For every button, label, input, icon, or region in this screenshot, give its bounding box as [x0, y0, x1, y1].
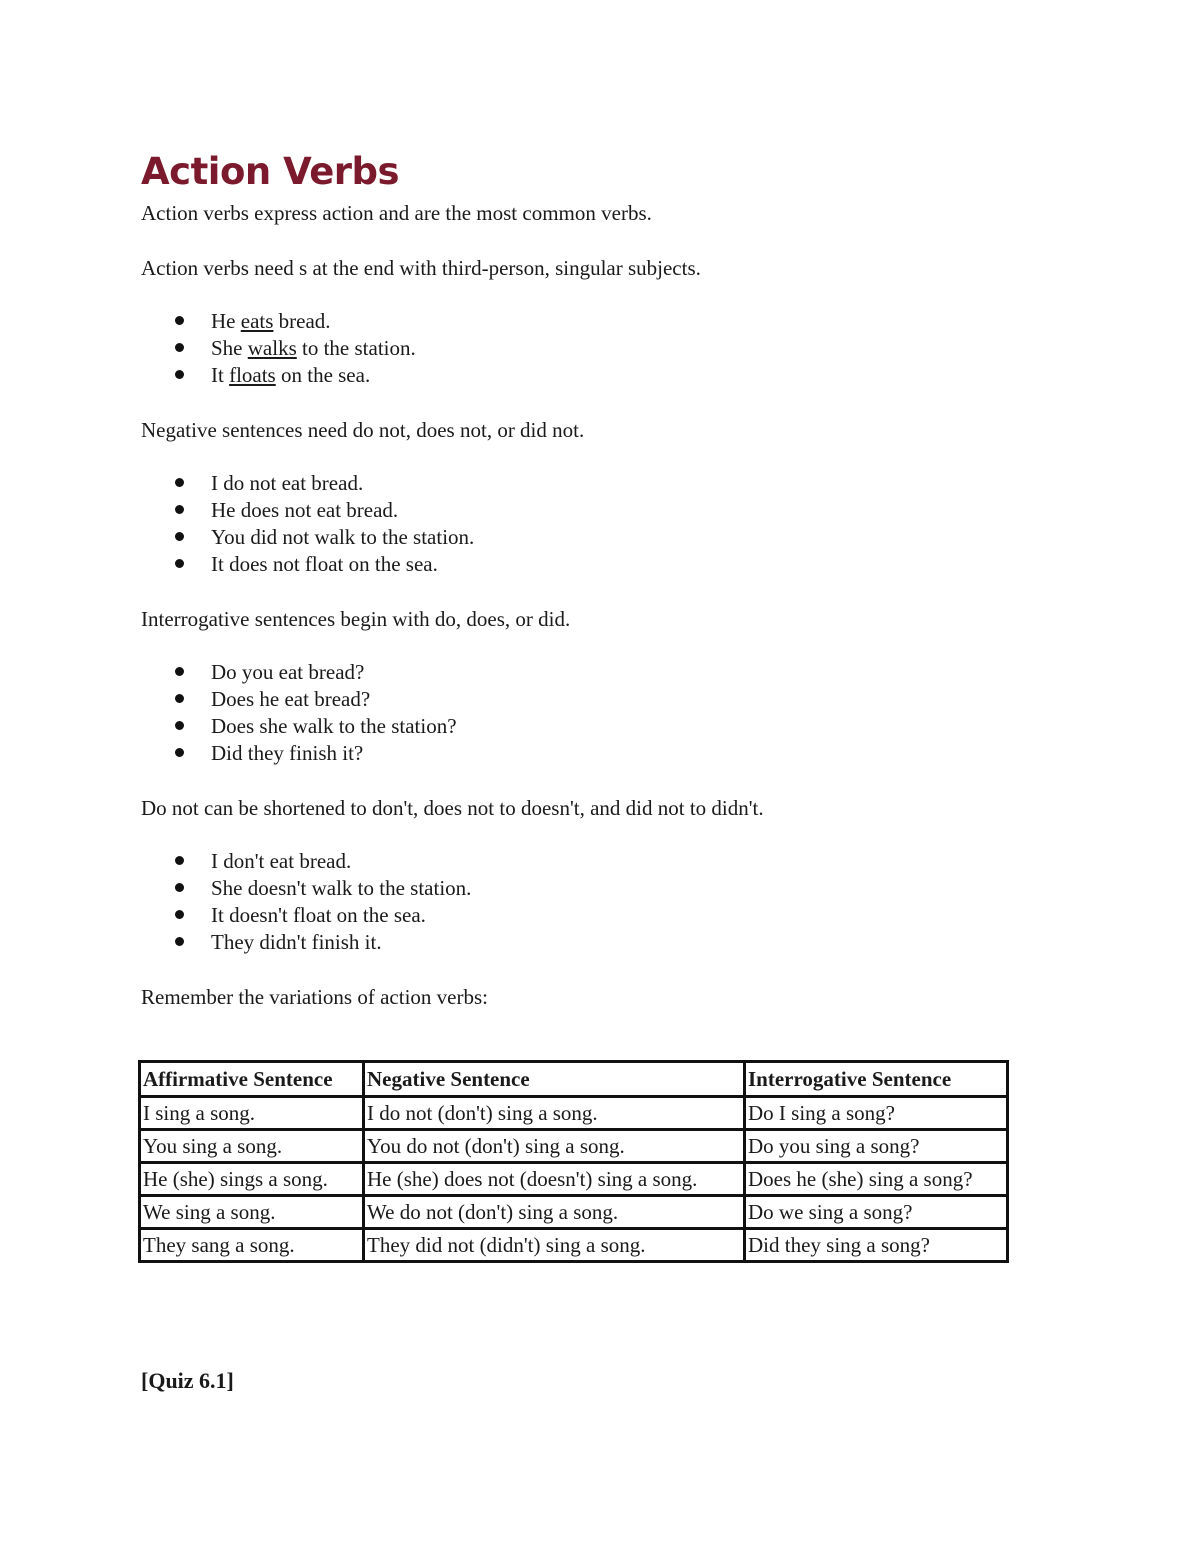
table-cell: They did not (didn't) sing a song. — [364, 1229, 745, 1262]
table-cell: Do we sing a song? — [745, 1196, 1008, 1229]
page-title: Action Verbs — [141, 150, 400, 193]
list-item: It does not float on the sea. — [141, 551, 1061, 578]
table-cell: They sang a song. — [140, 1229, 364, 1262]
bullet-icon — [175, 316, 184, 325]
table-cell: He (she) sings a song. — [140, 1163, 364, 1196]
bullet-icon — [175, 370, 184, 379]
bullet-icon — [175, 937, 184, 946]
section-lead-interrogative: Interrogative sentences begin with do, does, or did. — [141, 607, 571, 631]
list-item: She doesn't walk to the station. — [141, 875, 1061, 902]
list-item: Did they finish it? — [141, 740, 1061, 767]
list-item: He does not eat bread. — [141, 497, 1061, 524]
table-row — [140, 1130, 1008, 1163]
list-item: I do not eat bread. — [141, 470, 1061, 497]
table-cell: I do not (don't) sing a song. — [364, 1097, 745, 1130]
list-item: It floats on the sea. — [141, 362, 1061, 389]
bullet-icon — [175, 856, 184, 865]
bullet-icon — [175, 721, 184, 730]
bullet-list-negative — [141, 470, 1061, 578]
bullet-list-interrogative — [141, 659, 1061, 767]
table-row — [140, 1196, 1008, 1229]
table-cell: You sing a song. — [140, 1130, 364, 1163]
list-item: They didn't finish it. — [141, 929, 1061, 956]
quiz-label: [Quiz 6.1] — [141, 1368, 234, 1393]
table-cell: Do you sing a song? — [745, 1130, 1008, 1163]
underlined-verb: floats — [229, 363, 276, 387]
list-item: She walks to the station. — [141, 335, 1061, 362]
bullet-icon — [175, 559, 184, 568]
table-cell: He (she) does not (doesn't) sing a song. — [364, 1163, 745, 1196]
list-item: I don't eat bread. — [141, 848, 1061, 875]
table-cell: You do not (don't) sing a song. — [364, 1130, 745, 1163]
table-cell: I sing a song. — [140, 1097, 364, 1130]
bullet-icon — [175, 694, 184, 703]
document-page — [141, 148, 1061, 1263]
list-item: He eats bread. — [141, 308, 1061, 335]
bullet-icon — [175, 748, 184, 757]
bullet-icon — [175, 910, 184, 919]
remember-paragraph: Remember the variations of action verbs: — [141, 985, 488, 1009]
underlined-verb: eats — [240, 309, 274, 333]
table-header-cell: Affirmative Sentence — [140, 1062, 364, 1097]
bullet-icon — [175, 478, 184, 487]
table-row — [140, 1229, 1008, 1262]
bullet-icon — [175, 505, 184, 514]
bullet-icon — [175, 343, 184, 352]
bullet-icon — [175, 532, 184, 541]
table-row — [140, 1163, 1008, 1196]
list-item: It doesn't float on the sea. — [141, 902, 1061, 929]
table-header-row — [140, 1062, 1008, 1097]
bullet-list-third-person — [141, 308, 1061, 389]
table-cell: Do I sing a song? — [745, 1097, 1008, 1130]
list-item: Does he eat bread? — [141, 686, 1061, 713]
table-cell: Did they sing a song? — [745, 1229, 1008, 1262]
bullet-icon — [175, 883, 184, 892]
table-row — [140, 1097, 1008, 1130]
bullet-list-contractions — [141, 848, 1061, 956]
table-cell: Does he (she) sing a song? — [745, 1163, 1008, 1196]
verb-variations-table — [138, 1060, 1009, 1263]
list-item: Does she walk to the station? — [141, 713, 1061, 740]
table-cell: We do not (don't) sing a song. — [364, 1196, 745, 1229]
table-cell: We sing a song. — [140, 1196, 364, 1229]
list-item: Do you eat bread? — [141, 659, 1061, 686]
list-item: You did not walk to the station. — [141, 524, 1061, 551]
underlined-verb: walks — [247, 336, 297, 360]
table-header-cell: Negative Sentence — [364, 1062, 745, 1097]
table-header-cell: Interrogative Sentence — [745, 1062, 1008, 1097]
bullet-icon — [175, 667, 184, 676]
intro-paragraph: Action verbs express action and are the most common verbs. — [141, 201, 652, 225]
section-lead-contractions: Do not can be shortened to don't, does not to doesn't, and did not to didn't. — [141, 796, 764, 820]
section-lead-third-person: Action verbs need s at the end with third-person, singular subjects. — [141, 256, 701, 280]
section-lead-negative: Negative sentences need do not, does not, or did not. — [141, 418, 585, 442]
